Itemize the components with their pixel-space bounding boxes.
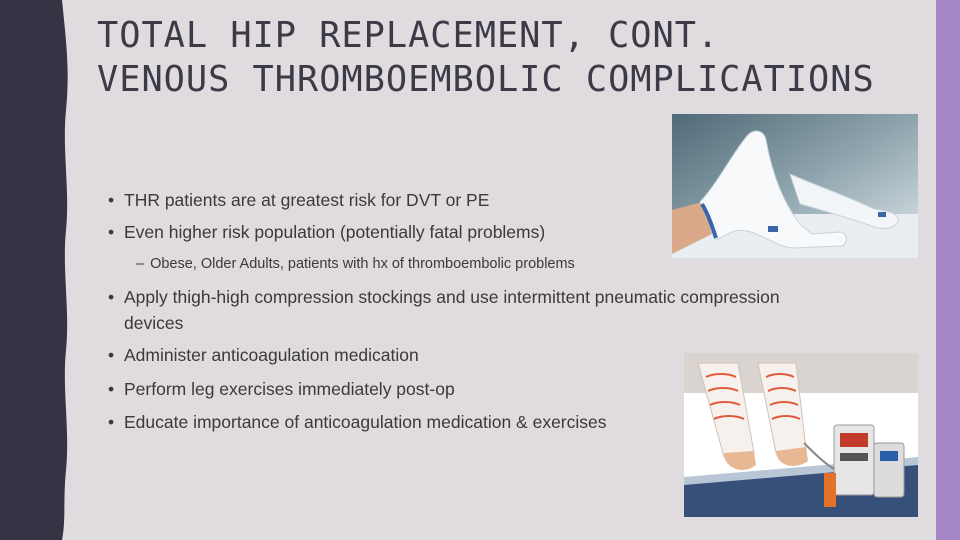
compression-stocking-photo	[672, 114, 918, 258]
title-line-2: VENOUS THROMBOEMBOLIC COMPLICATIONS	[97, 59, 875, 100]
bullet-text: Educate importance of anticoagulation medication & exercises	[124, 412, 607, 432]
right-accent-band	[936, 0, 960, 540]
bullet-marker: •	[108, 190, 115, 210]
bullet-item	[108, 187, 489, 213]
bullet-marker: •	[108, 222, 115, 242]
sub-bullet-text: Obese, Older Adults, patients with hx of thromboembolic problems	[150, 256, 575, 272]
compression-device-photo	[684, 353, 918, 517]
bullet-text: THR patients are at greatest risk for DVT or PE	[124, 190, 490, 210]
bullet-text: Administer anticoagulation medication	[124, 345, 419, 365]
bullet-text: Perform leg exercises immediately post-op	[124, 379, 455, 399]
left-decorative-band	[0, 0, 70, 540]
bullet-item	[108, 219, 545, 245]
bullet-text: Even higher risk population (potentially fatal problems)	[124, 222, 546, 242]
sub-bullet-marker: –	[136, 256, 145, 272]
title-line-1: TOTAL HIP REPLACEMENT, CONT.	[97, 15, 720, 56]
bullet-marker: •	[108, 287, 115, 307]
bullet-marker: •	[108, 379, 115, 399]
bullet-text-line-2: devices	[124, 313, 184, 333]
bullet-item	[108, 409, 607, 435]
bullet-item	[108, 342, 419, 368]
bullet-marker: •	[108, 345, 115, 365]
sub-bullet-item	[136, 256, 575, 272]
bullet-marker: •	[108, 412, 115, 432]
bullet-item	[108, 376, 455, 402]
bullet-item	[108, 284, 780, 336]
bullet-text-line-1: Apply thigh-high compression stockings and use intermittent pneumatic compression	[124, 287, 780, 307]
slide-title	[97, 14, 875, 102]
